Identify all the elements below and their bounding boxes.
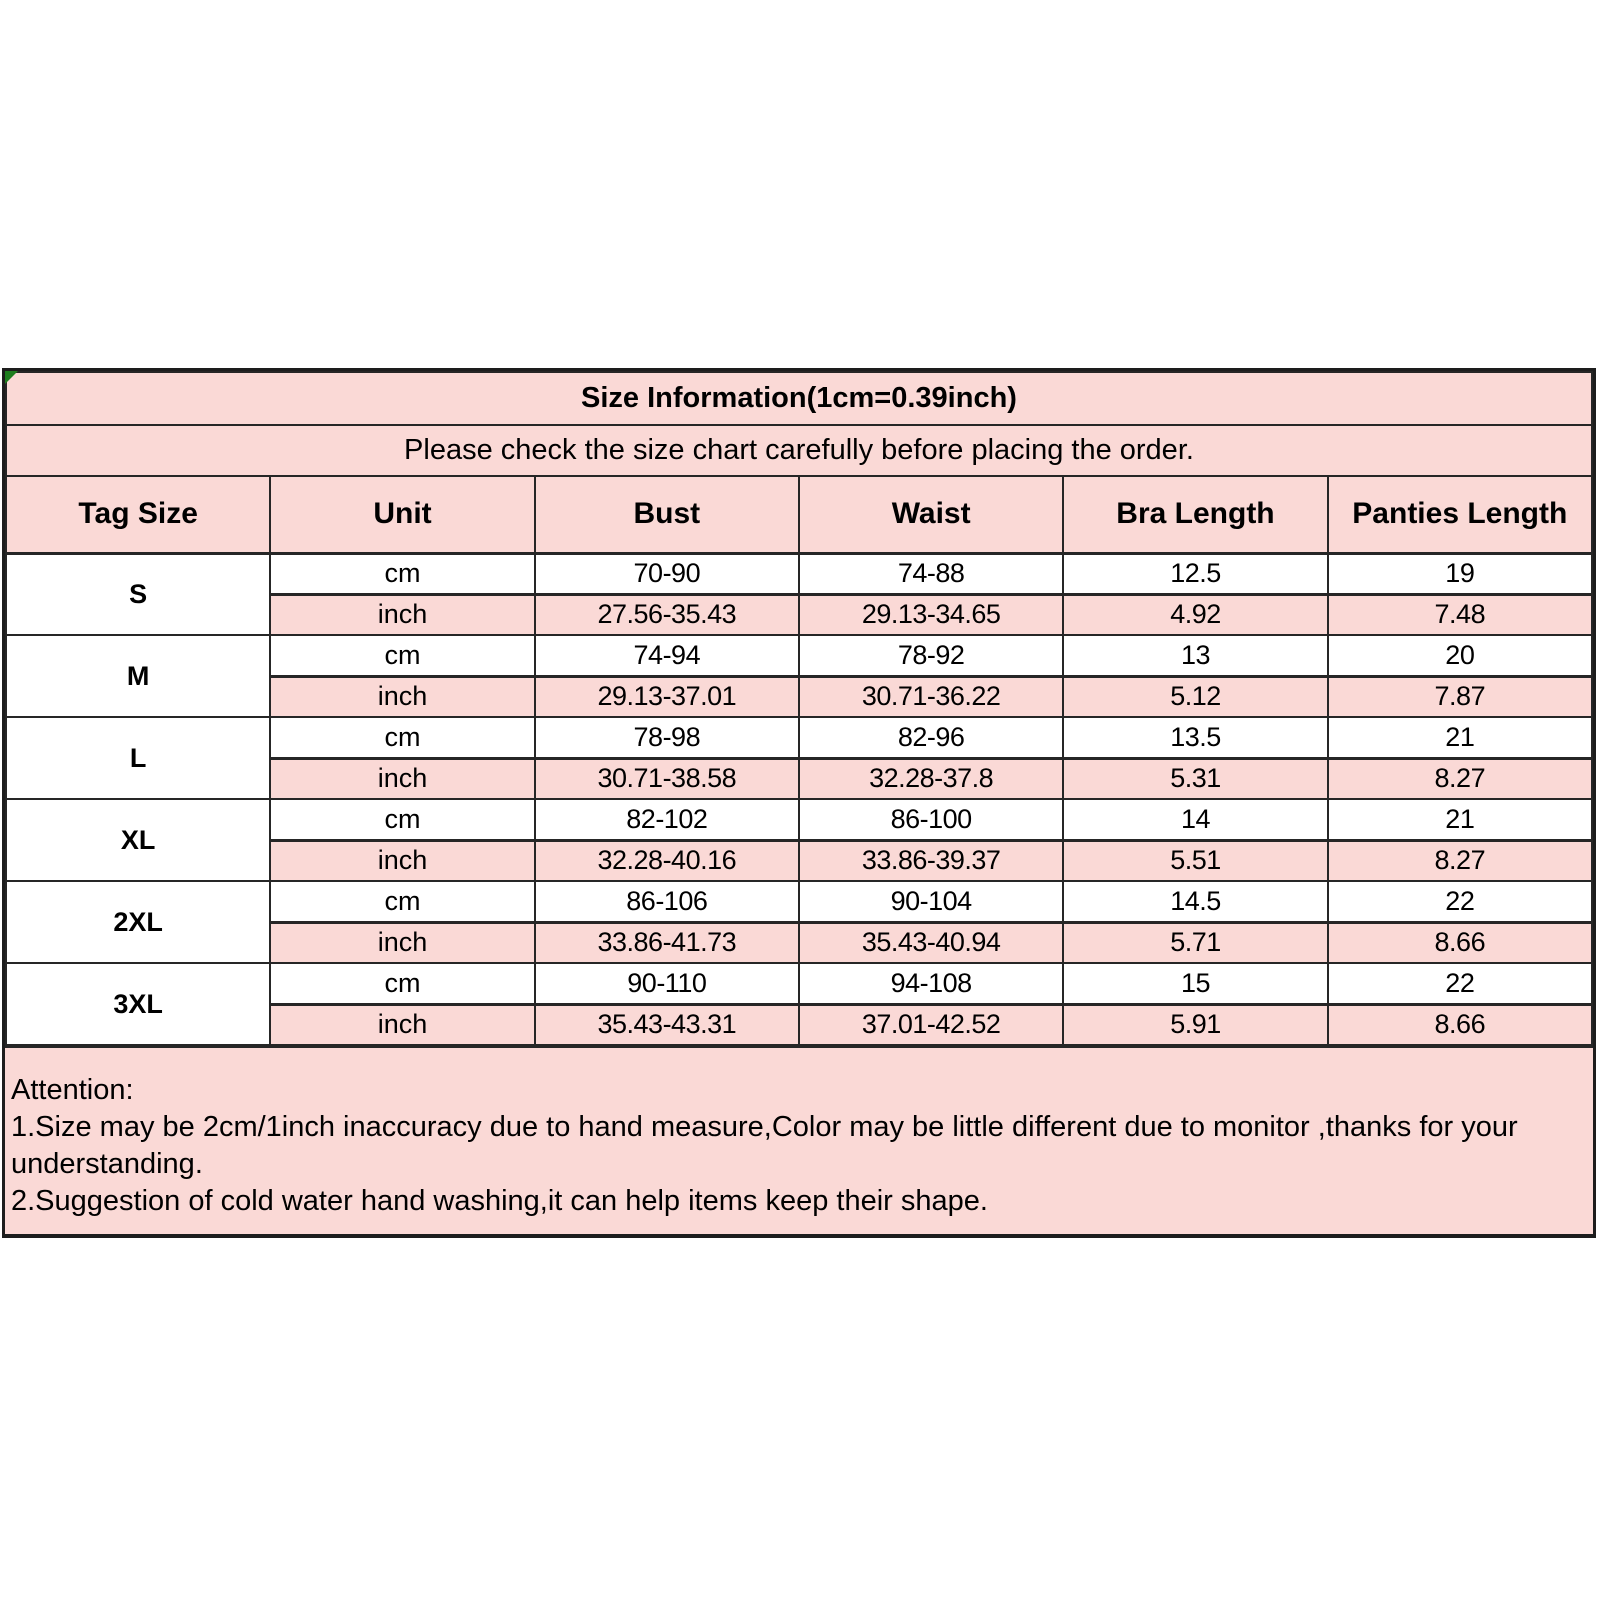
size-row-m-cm bbox=[6, 635, 1592, 676]
panties-length-value: 22 bbox=[1328, 881, 1592, 922]
waist-value: 78-92 bbox=[799, 635, 1063, 676]
unit-label: cm bbox=[270, 799, 534, 840]
panties-length-value: 19 bbox=[1328, 553, 1592, 594]
title-row bbox=[6, 372, 1592, 425]
panties-length-value: 21 bbox=[1328, 799, 1592, 840]
green-corner-marker-icon bbox=[5, 371, 18, 384]
col-header-waist: Waist bbox=[799, 476, 1063, 553]
bust-value: 32.28-40.16 bbox=[535, 840, 799, 881]
unit-label: cm bbox=[270, 717, 534, 758]
bust-value: 78-98 bbox=[535, 717, 799, 758]
bra-length-value: 5.91 bbox=[1063, 1004, 1327, 1045]
bra-length-value: 4.92 bbox=[1063, 594, 1327, 635]
unit-label: cm bbox=[270, 635, 534, 676]
col-header-unit: Unit bbox=[270, 476, 534, 553]
bust-value: 86-106 bbox=[535, 881, 799, 922]
tag-size-2xl: 2XL bbox=[6, 881, 270, 963]
waist-value: 35.43-40.94 bbox=[799, 922, 1063, 963]
col-header-tag-size: Tag Size bbox=[6, 476, 270, 553]
col-header-bust: Bust bbox=[535, 476, 799, 553]
unit-label: inch bbox=[270, 758, 534, 799]
col-header-bra-length: Bra Length bbox=[1063, 476, 1327, 553]
waist-value: 74-88 bbox=[799, 553, 1063, 594]
attention-section bbox=[5, 1046, 1593, 1234]
bra-length-value: 5.12 bbox=[1063, 676, 1327, 717]
attention-note-2: 2.Suggestion of cold water hand washing,it can help items keep their shape. bbox=[11, 1185, 988, 1217]
bust-value: 70-90 bbox=[535, 553, 799, 594]
header-row bbox=[6, 476, 1592, 553]
size-row-s-cm bbox=[6, 553, 1592, 594]
bust-value: 27.56-35.43 bbox=[535, 594, 799, 635]
tag-size-3xl: 3XL bbox=[6, 963, 270, 1045]
table-subtitle: Please check the size chart carefully before placing the order. bbox=[6, 425, 1592, 476]
unit-label: inch bbox=[270, 922, 534, 963]
size-row-2xl-cm bbox=[6, 881, 1592, 922]
panties-length-value: 7.48 bbox=[1328, 594, 1592, 635]
unit-label: inch bbox=[270, 594, 534, 635]
bra-length-value: 5.31 bbox=[1063, 758, 1327, 799]
size-chart-sheet bbox=[2, 368, 1596, 1238]
panties-length-value: 20 bbox=[1328, 635, 1592, 676]
attention-note-1: 1.Size may be 2cm/1inch inaccuracy due to hand measure,Color may be little different due to monitor ,thanks for your understanding. bbox=[11, 1111, 1518, 1180]
size-row-l-cm bbox=[6, 717, 1592, 758]
bust-value: 35.43-43.31 bbox=[535, 1004, 799, 1045]
waist-value: 82-96 bbox=[799, 717, 1063, 758]
attention-heading: Attention: bbox=[11, 1074, 134, 1106]
table-title: Size Information(1cm=0.39inch) bbox=[6, 372, 1592, 425]
bust-value: 30.71-38.58 bbox=[535, 758, 799, 799]
unit-label: cm bbox=[270, 553, 534, 594]
waist-value: 29.13-34.65 bbox=[799, 594, 1063, 635]
unit-label: inch bbox=[270, 840, 534, 881]
unit-label: cm bbox=[270, 963, 534, 1004]
bra-length-value: 14 bbox=[1063, 799, 1327, 840]
unit-label: inch bbox=[270, 676, 534, 717]
subtitle-row bbox=[6, 425, 1592, 476]
waist-value: 90-104 bbox=[799, 881, 1063, 922]
bra-length-value: 15 bbox=[1063, 963, 1327, 1004]
panties-length-value: 7.87 bbox=[1328, 676, 1592, 717]
bra-length-value: 5.71 bbox=[1063, 922, 1327, 963]
bust-value: 74-94 bbox=[535, 635, 799, 676]
waist-value: 32.28-37.8 bbox=[799, 758, 1063, 799]
bra-length-value: 13.5 bbox=[1063, 717, 1327, 758]
tag-size-s: S bbox=[6, 553, 270, 635]
tag-size-xl: XL bbox=[6, 799, 270, 881]
waist-value: 37.01-42.52 bbox=[799, 1004, 1063, 1045]
waist-value: 30.71-36.22 bbox=[799, 676, 1063, 717]
panties-length-value: 8.66 bbox=[1328, 1004, 1592, 1045]
tag-size-l: L bbox=[6, 717, 270, 799]
panties-length-value: 8.27 bbox=[1328, 840, 1592, 881]
waist-value: 94-108 bbox=[799, 963, 1063, 1004]
size-row-3xl-cm bbox=[6, 963, 1592, 1004]
bust-value: 29.13-37.01 bbox=[535, 676, 799, 717]
bust-value: 33.86-41.73 bbox=[535, 922, 799, 963]
bust-value: 90-110 bbox=[535, 963, 799, 1004]
panties-length-value: 8.27 bbox=[1328, 758, 1592, 799]
unit-label: cm bbox=[270, 881, 534, 922]
waist-value: 33.86-39.37 bbox=[799, 840, 1063, 881]
panties-length-value: 8.66 bbox=[1328, 922, 1592, 963]
bra-length-value: 14.5 bbox=[1063, 881, 1327, 922]
panties-length-value: 21 bbox=[1328, 717, 1592, 758]
unit-label: inch bbox=[270, 1004, 534, 1045]
panties-length-value: 22 bbox=[1328, 963, 1592, 1004]
bra-length-value: 12.5 bbox=[1063, 553, 1327, 594]
bra-length-value: 5.51 bbox=[1063, 840, 1327, 881]
bust-value: 82-102 bbox=[535, 799, 799, 840]
col-header-panties-length: Panties Length bbox=[1328, 476, 1592, 553]
size-table bbox=[5, 371, 1593, 1046]
waist-value: 86-100 bbox=[799, 799, 1063, 840]
bra-length-value: 13 bbox=[1063, 635, 1327, 676]
size-row-xl-cm bbox=[6, 799, 1592, 840]
tag-size-m: M bbox=[6, 635, 270, 717]
